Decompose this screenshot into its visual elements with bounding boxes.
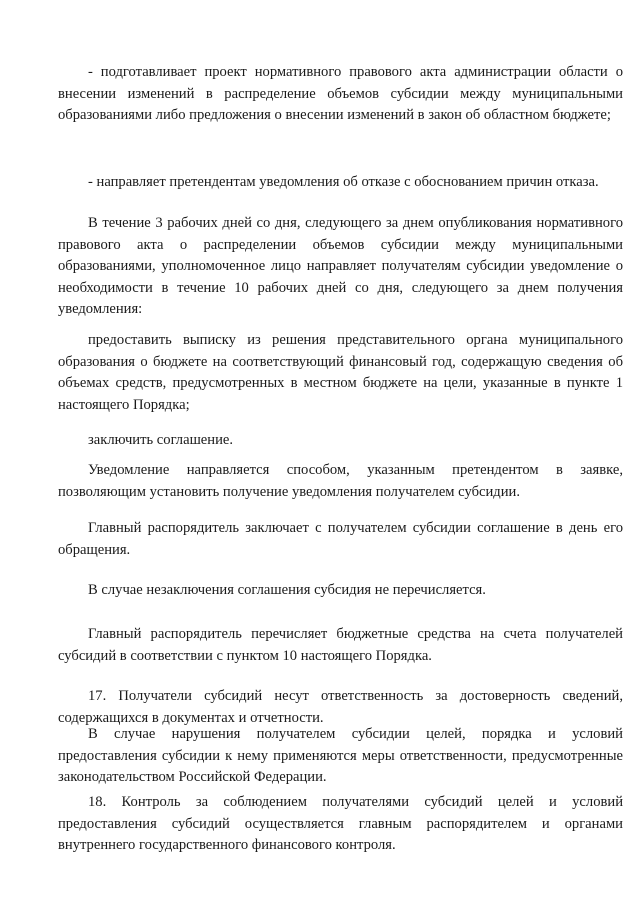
paragraph-agreement-day: Главный распорядитель заключает с получателем субсидии соглашение в день его обращения. [58,520,623,558]
paragraph-violation-measures: В случае нарушения получателем субсидии целей, порядка и условий предоставления субсидии к нему применяются меры ответственности, предусмотренные законодательством Российской Федерации. [58,726,623,785]
paragraph-17-responsibility: 17. Получатели субсидий несут ответственность за достоверность сведений, содержащихся в документах и отчетности. [58,688,623,726]
paragraph-funds-transfer: Главный распорядитель перечисляет бюджетные средства на счета получателей субсидий в соответствии с пунктом 10 настоящего Порядка. [58,626,623,664]
paragraph-notification-method: Уведомление направляется способом, указанным претендентом в заявке, позволяющим установить получение уведомления получателем субсидии. [58,462,623,500]
paragraph-send-refusal: - направляет претендентам уведомления об отказе с обоснованием причин отказа. [88,174,599,190]
paragraph-provide-extract: предоставить выписку из решения представительного органа муниципального образования о бюджете на соответствующий финансовый год, содержащую сведения об объемах средств, предусмотренных в местном бюджете на цели, указанные в пункте 1 настоящего Порядка; [58,332,623,413]
paragraph-18-control: 18. Контроль за соблюдением получателями субсидий целей и условий предоставления субсидий осуществляется главным распорядителем и органами внутреннего государственного финансового контроля. [58,794,623,853]
paragraph-conclude-agreement: заключить соглашение. [88,432,234,448]
paragraph-notification-deadline: В течение 3 рабочих дней со дня, следующего за днем опубликования нормативного правового акта о распределении объемов субсидии между муниципальными образованиями, уполномоченное лицо направляет получателям субсидии уведомление о необходимости в течение 10 рабочих дней со дня, следующего за днем получения уведомления: [58,215,623,317]
paragraph-prepare-draft: - подготавливает проект нормативного правового акта администрации области о внесении изменений в распределение объемов субсидии между муниципальными образованиями либо предложения о внесении изменений в закон об областном бюджете; [58,64,623,123]
paragraph-no-transfer: В случае незаключения соглашения субсидия не перечисляется. [88,582,486,598]
